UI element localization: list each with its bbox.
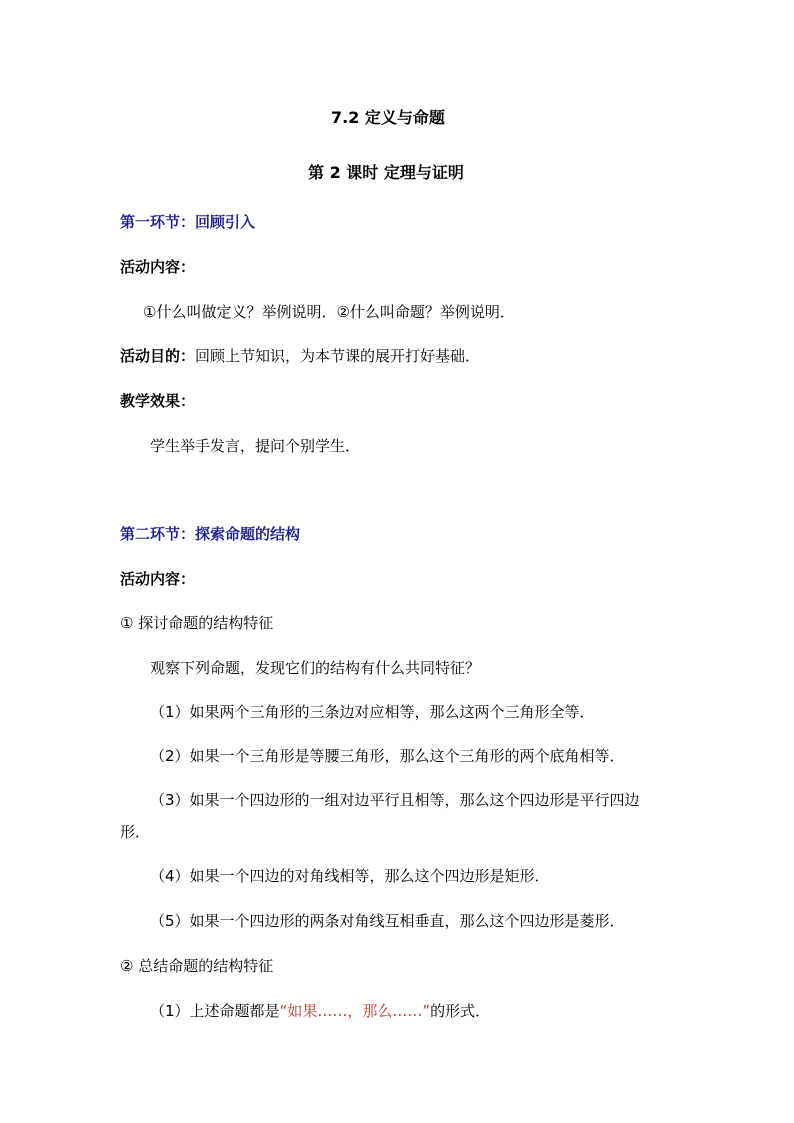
doc-title: 7.2 定义与命题: [331, 108, 445, 127]
s2-item-5: （5）如果一个四边形的两条对角线互相垂直，那么这个四边形是菱形．: [150, 912, 625, 930]
s2-summary-post: 的形式．: [430, 1002, 491, 1020]
s1-activity-text: ①什么叫做定义？举例说明．②什么叫命题？举例说明．: [143, 303, 515, 321]
s2-summary-quote: “如果……，那么……”: [279, 1002, 431, 1020]
s2-item-2: （2）如果一个三角形是等腰三角形，那么这个三角形的两个底角相等．: [150, 747, 625, 765]
s2-point-1: ① 探讨命题的结构特征: [120, 614, 274, 632]
s1-effect-text: 学生举手发言，提问个别学生．: [150, 437, 361, 455]
s2-intro: 观察下列命题，发现它们的结构有什么共同特征？: [150, 659, 481, 677]
section-2-heading: 第二环节：探索命题的结构: [120, 525, 301, 543]
s2-item-4: （4）如果一个四边的对角线相等，那么这个四边形是矩形．: [150, 867, 550, 885]
doc-subtitle: 第 2 课时 定理与证明: [308, 163, 464, 182]
s2-item-1: （1）如果两个三角形的三条边对应相等，那么这两个三角形全等．: [150, 703, 595, 721]
s1-purpose-text: 回顾上节知识，为本节课的展开打好基础．: [195, 347, 481, 365]
s2-summary-pre: （1）上述命题都是: [150, 1002, 280, 1020]
section-1-heading: 第一环节：回顾引入: [120, 213, 256, 231]
s1-effect-label: 教学效果：: [120, 392, 196, 410]
s2-item-3a: （3）如果一个四边形的一组对边平行且相等，那么这个四边形是平行四边: [150, 791, 640, 809]
s1-purpose-label: 活动目的：: [120, 347, 196, 365]
s2-point-2: ② 总结命题的结构特征: [120, 957, 274, 975]
s2-item-3b: 形．: [120, 823, 151, 841]
s2-summary-1: [150, 1001, 490, 1021]
s1-activity-label: 活动内容：: [120, 258, 196, 276]
s2-activity-label: 活动内容：: [120, 570, 196, 588]
s1-purpose: [120, 346, 480, 366]
